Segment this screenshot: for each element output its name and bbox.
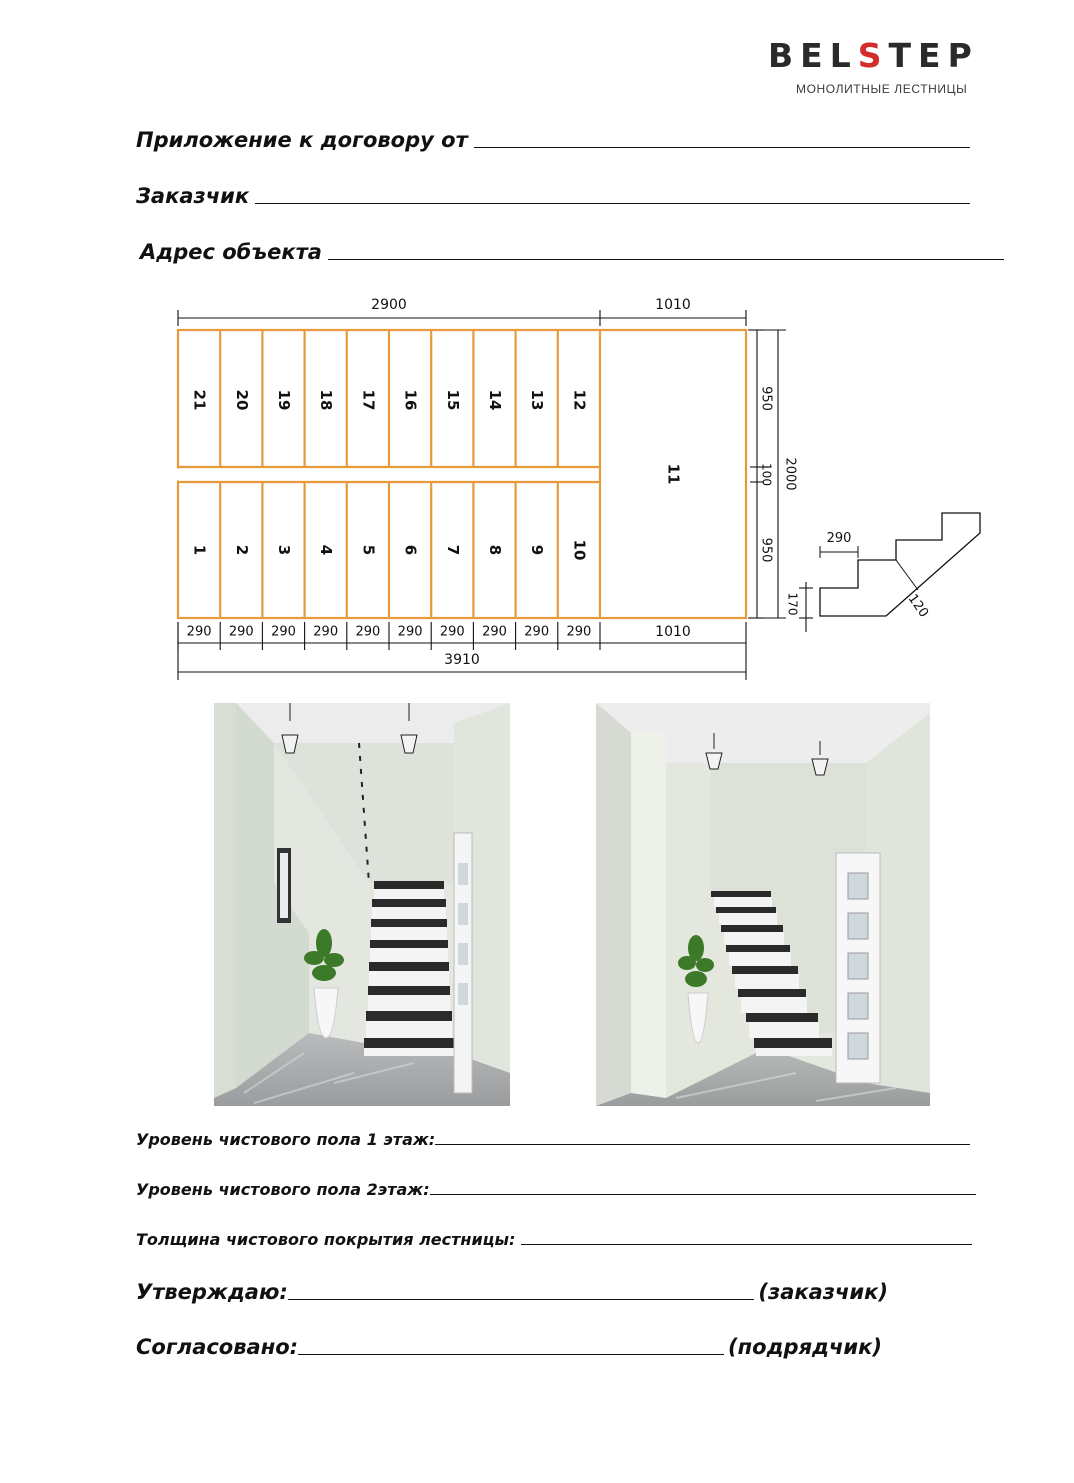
logo-wordmark: BELSTEP	[768, 36, 979, 75]
approve-label: Утверждаю:	[136, 1280, 288, 1304]
brand-logo	[768, 36, 1008, 100]
riser-height-label: 170	[785, 592, 800, 616]
floor1-level-field	[136, 1130, 970, 1149]
agreed-field	[136, 1335, 882, 1359]
address-blank-line[interactable]	[328, 258, 1004, 260]
approve-field	[136, 1280, 888, 1304]
bottom-step-dim-label: 290	[271, 624, 296, 640]
total-length-label: 3910	[444, 652, 480, 668]
bottom-step-dim-label: 290	[313, 624, 339, 640]
approve-blank-line[interactable]	[288, 1298, 755, 1300]
bottom-step-dim-label: 290	[482, 624, 507, 640]
bottom-step-dim-label: 290	[186, 624, 212, 640]
right-dim-upper-label: 950	[758, 386, 774, 411]
lower-step-number: 3	[275, 544, 293, 556]
right-dim-gap-label: 100	[759, 463, 774, 486]
bottom-step-dim-label: 290	[524, 624, 550, 640]
finish-label: Толщина чистового покрытия лестницы:	[136, 1230, 516, 1249]
customer-label: Заказчик	[136, 184, 250, 208]
bottom-step-dim-label: 290	[439, 624, 465, 640]
floor2-blank-line[interactable]	[430, 1193, 976, 1195]
contract-label: Приложение к договору от	[136, 128, 468, 152]
total-height-label: 2000	[782, 457, 798, 491]
lower-step-number: 9	[528, 544, 547, 556]
approve-suffix: (заказчик)	[758, 1280, 888, 1304]
upper-step-number: 20	[232, 389, 251, 411]
upper-step-number: 17	[359, 389, 378, 411]
lower-step-number: 7	[443, 544, 462, 556]
upper-step-number: 16	[401, 389, 420, 411]
agreed-suffix: (подрядчик)	[728, 1335, 882, 1359]
address-label: Адрес объекта	[140, 240, 322, 264]
upper-step-number: 18	[317, 389, 336, 411]
lower-step-number: 6	[401, 544, 420, 556]
flight-gap	[177, 469, 180, 481]
plan-outline	[177, 330, 747, 618]
stair-flight-left	[364, 881, 454, 1056]
floor1-blank-line[interactable]	[435, 1143, 970, 1145]
lower-step-number: 5	[359, 544, 378, 556]
agreed-blank-line[interactable]	[298, 1353, 724, 1355]
floor1-label: Уровень чистового пола 1 этаж:	[136, 1130, 436, 1149]
step-profile-section	[820, 513, 980, 620]
finish-thickness-field	[136, 1230, 972, 1249]
upper-step-number: 19	[275, 389, 293, 411]
bottom-step-dim-label: 290	[397, 624, 423, 640]
stair-render-photo-left	[214, 703, 510, 1106]
profile-thickness-label: 120	[904, 591, 932, 621]
finish-blank-line[interactable]	[521, 1243, 972, 1245]
address-field	[140, 240, 1004, 264]
lower-step-number: 2	[232, 544, 251, 556]
customer-field	[136, 184, 970, 208]
agreed-label: Согласовано:	[136, 1335, 299, 1359]
upper-step-number: 12	[570, 389, 589, 411]
profile-tread-label: 290	[826, 531, 852, 546]
step-profile-outline	[820, 513, 980, 616]
top-dim-right-label: 1010	[655, 297, 691, 313]
upper-step-number: 13	[528, 389, 547, 411]
upper-step-number: 21	[190, 389, 209, 411]
lower-step-number: 1	[190, 544, 209, 556]
bottom-right-dim-label: 1010	[655, 624, 691, 640]
floor2-label: Уровень чистового пола 2этаж:	[136, 1180, 430, 1199]
bottom-step-dim-label: 290	[566, 624, 592, 640]
stair-render-photo-right	[596, 703, 930, 1106]
upper-step-number: 14	[486, 389, 504, 411]
logo-subtitle: МОНОЛИТНЫЕ ЛЕСТНИЦЫ	[796, 82, 968, 96]
floor2-level-field	[136, 1180, 976, 1199]
contract-date-field	[136, 128, 970, 152]
top-dim-left-label: 2900	[371, 297, 407, 313]
right-dim-lower-label: 950	[758, 537, 774, 563]
bottom-step-dim-label: 290	[355, 624, 381, 640]
customer-blank-line[interactable]	[255, 202, 970, 204]
upper-step-number: 15	[443, 389, 462, 411]
lower-step-number: 10	[570, 539, 589, 561]
staircase-plan-drawing	[160, 290, 1030, 690]
contract-blank-line[interactable]	[474, 146, 970, 148]
bottom-step-dim-label: 290	[228, 624, 254, 640]
landing-number: 11	[664, 463, 683, 485]
lower-step-number: 8	[486, 544, 504, 556]
lower-step-number: 4	[317, 544, 336, 556]
